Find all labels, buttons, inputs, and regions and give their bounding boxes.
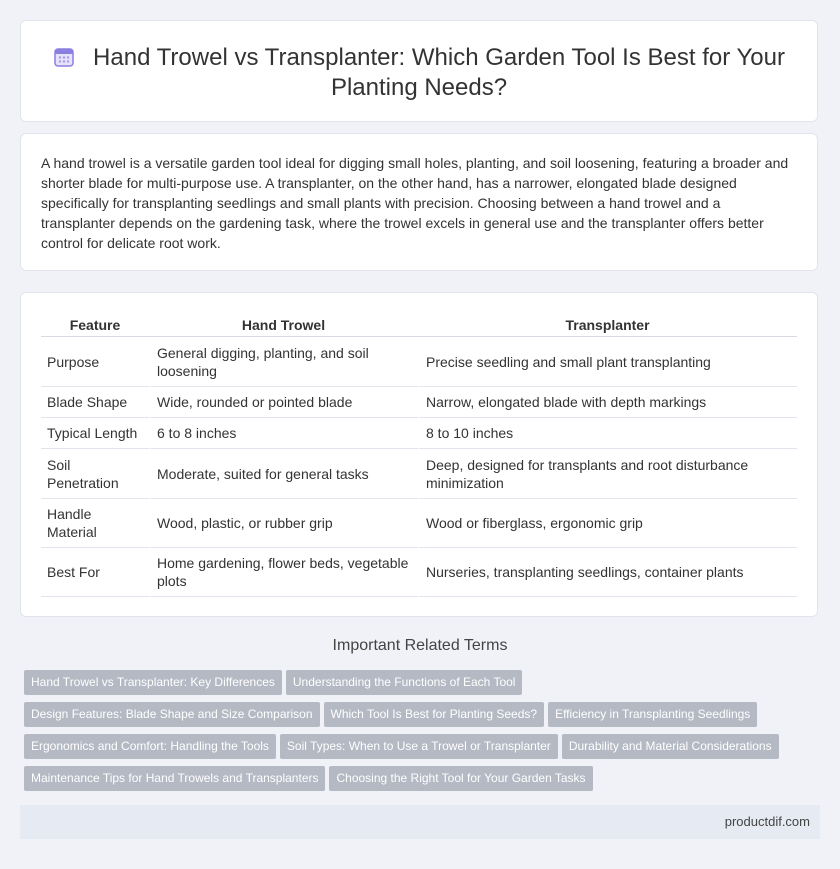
table-row [41,337,797,387]
related-term-link[interactable]: Hand Trowel vs Transplanter: Key Differences [24,670,282,695]
feature-cell: Blade Shape [41,387,149,418]
transplanter-cell: 8 to 10 inches [418,418,797,449]
feature-cell: Soil Penetration [41,449,149,499]
transplanter-cell: Nurseries, transplanting seedlings, container plants [418,548,797,597]
transplanter-cell: Deep, designed for transplants and root disturbance minimization [418,449,797,499]
related-term-link[interactable]: Choosing the Right Tool for Your Garden Tasks [329,766,592,791]
feature-cell: Handle Material [41,499,149,548]
title-card [20,20,818,122]
header-transplanter: Transplanter [418,312,797,337]
footer [20,805,820,839]
related-term-link[interactable]: Which Tool Is Best for Planting Seeds? [324,702,545,727]
related-terms-row [24,734,814,766]
related-terms-row [24,670,814,702]
related-term-link[interactable]: Durability and Material Considerations [562,734,779,759]
feature-cell: Typical Length [41,418,149,449]
table-row [41,548,797,597]
hand-trowel-cell: Moderate, suited for general tasks [149,449,418,499]
table-row [41,499,797,548]
related-term-link[interactable]: Design Features: Blade Shape and Size Comparison [24,702,320,727]
related-term-link[interactable]: Ergonomics and Comfort: Handling the Tools [24,734,276,759]
related-terms-row [24,702,814,734]
header-feature: Feature [41,312,149,337]
feature-cell: Purpose [41,337,149,387]
intro-paragraph: A hand trowel is a versatile garden tool ideal for digging small holes, planting, and soil loosening, featuring a broader and shorter blade for multi-purpose use. A transplanter, on the other hand, has a narrower, elongated blade designed specifically for transplanting seedlings and small plants with precision. Choosing between a hand trowel and a transplanter depends on the gardening task, where the trowel excels in general use and the transplanter offers better control for delicate root work. [41,155,789,251]
related-term-link[interactable]: Maintenance Tips for Hand Trowels and Transplanters [24,766,325,791]
table-row [41,418,797,449]
page-title: Hand Trowel vs Transplanter: Which Garden Tool Is Best for Your Planting Needs? [93,44,785,101]
calendar-icon [53,46,75,68]
page-title-block [21,43,817,103]
table-row [41,449,797,499]
header-hand-trowel: Hand Trowel [149,312,418,337]
intro-card [20,133,818,271]
transplanter-cell: Precise seedling and small plant transplanting [418,337,797,387]
table-header-row [41,312,797,337]
related-term-link[interactable]: Efficiency in Transplanting Seedlings [548,702,757,727]
related-terms-list [24,670,814,798]
related-terms-row [24,766,814,798]
table-row [41,387,797,418]
comparison-table [41,312,797,597]
feature-cell: Best For [41,548,149,597]
hand-trowel-cell: Wood, plastic, or rubber grip [149,499,418,548]
hand-trowel-cell: Home gardening, flower beds, vegetable plots [149,548,418,597]
comparison-table-card [20,292,818,617]
hand-trowel-cell: General digging, planting, and soil loosening [149,337,418,387]
transplanter-cell: Wood or fiberglass, ergonomic grip [418,499,797,548]
hand-trowel-cell: Wide, rounded or pointed blade [149,387,418,418]
related-term-link[interactable]: Understanding the Functions of Each Tool [286,670,523,695]
related-terms-heading: Important Related Terms [332,637,508,654]
related-term-link[interactable]: Soil Types: When to Use a Trowel or Transplanter [280,734,558,759]
hand-trowel-cell: 6 to 8 inches [149,418,418,449]
transplanter-cell: Narrow, elongated blade with depth markings [418,387,797,418]
footer-site-name: productdif.com [724,814,810,829]
